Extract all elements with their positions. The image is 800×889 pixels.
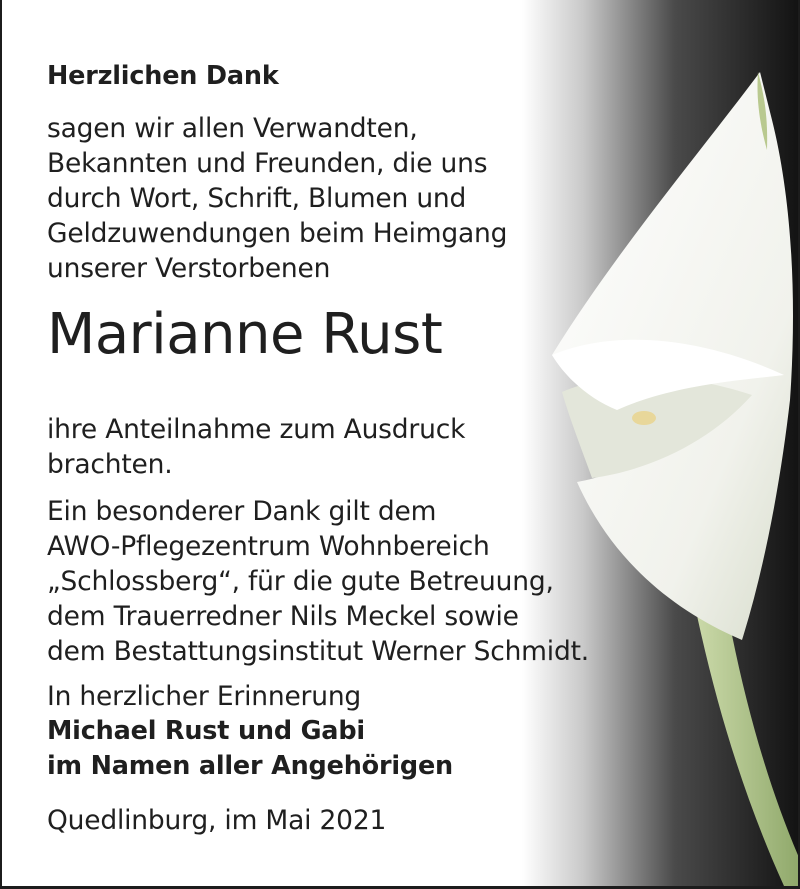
special-thanks-line: Ein besonderer Dank gilt dem — [47, 496, 437, 527]
sympathy-line: brachten. — [47, 449, 173, 480]
intro-line: sagen wir allen Verwandten, — [47, 113, 418, 144]
special-thanks-line: AWO-Pflegezentrum Wohnbereich — [47, 531, 490, 562]
special-thanks-line: dem Trauerredner Nils Meckel sowie — [47, 601, 519, 632]
intro-line: Geldzuwendungen beim Heimgang — [47, 218, 508, 249]
intro-line: durch Wort, Schrift, Blumen und — [47, 183, 467, 214]
calla-lily-icon — [522, 0, 800, 886]
heading: Herzlichen Dank — [47, 61, 279, 91]
deceased-name: Marianne Rust — [47, 302, 443, 367]
sympathy-line: ihre Anteilnahme zum Ausdruck — [47, 414, 466, 445]
intro-line: unserer Verstorbenen — [47, 253, 331, 284]
place-date: Quedlinburg, im Mai 2021 — [47, 805, 387, 836]
signature-line: im Namen aller Angehörigen — [47, 751, 454, 781]
calla-lily-image — [522, 0, 800, 886]
closing: In herzlicher Erinnerung — [47, 681, 362, 712]
special-thanks-line: dem Bestattungsinstitut Werner Schmidt. — [47, 636, 589, 667]
signature-line: Michael Rust und Gabi — [47, 716, 365, 746]
special-thanks-line: „Schlossberg“, für die gute Betreuung, — [47, 566, 554, 597]
intro-line: Bekannten und Freunden, die uns — [47, 148, 488, 179]
